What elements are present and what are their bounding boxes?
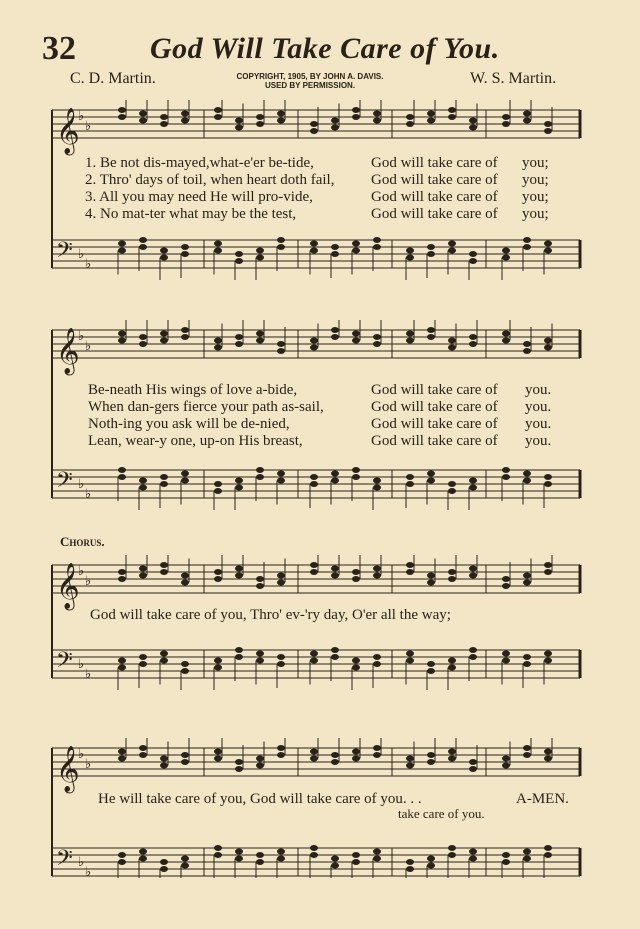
lyric-c: you; (522, 155, 549, 171)
author-credit: C. D. Martin. (70, 70, 156, 87)
svg-text:♭: ♭ (85, 257, 92, 272)
permission-line: USED BY PERMISSION. (264, 81, 356, 90)
lyric-a: 4. No mat-ter what may be the test, (85, 206, 297, 222)
lyric-b: God will take care of (371, 172, 498, 188)
lyric-b: God will take care of (371, 155, 498, 171)
lyric-c: you; (522, 189, 549, 205)
chorus-label: Chorus. (60, 534, 105, 549)
alternate-lyric: take care of you. (398, 806, 485, 821)
lyric-c: you; (522, 172, 549, 188)
svg-text:♭: ♭ (78, 657, 85, 672)
svg-text:♭: ♭ (85, 487, 92, 502)
svg-text:𝄞: 𝄞 (56, 746, 80, 792)
svg-text:♭: ♭ (85, 757, 92, 772)
svg-text:𝄞: 𝄞 (56, 328, 80, 374)
lyric-a: Lean, wear-y one, up-on His breast, (88, 433, 303, 449)
svg-text:♭: ♭ (85, 574, 92, 589)
svg-text:♭: ♭ (78, 564, 85, 579)
lyric-b: God will take care of (371, 189, 498, 205)
svg-text:♭: ♭ (78, 329, 85, 344)
svg-text:♭: ♭ (78, 477, 85, 492)
staff-notation (50, 738, 582, 878)
copyright-notice (210, 72, 410, 90)
lyric-a: Be-neath His wings of love a-bide, (88, 382, 298, 398)
lyric-a: 3. All you may need He will pro-vide, (85, 189, 313, 205)
svg-text:𝄢: 𝄢 (56, 238, 73, 268)
lyric-a: 2. Thro' days of toil, when heart doth fail, (85, 172, 335, 188)
lyric-c: you. (525, 399, 552, 415)
hymn-title: God Will Take Care of You. (150, 32, 500, 65)
copyright-line: COPYRIGHT, 1905, BY JOHN A. DAVIS. (236, 72, 384, 81)
hymn-number: 32 (42, 30, 76, 67)
music-system-4 (50, 738, 582, 878)
svg-text:♭: ♭ (85, 865, 92, 878)
amen-text: A-MEN. (516, 791, 569, 807)
lyric-a: Noth-ing you ask will be de-nied, (88, 416, 290, 432)
svg-text:𝄢: 𝄢 (56, 468, 73, 498)
svg-text:♭: ♭ (85, 119, 92, 134)
svg-text:♭: ♭ (85, 339, 92, 354)
chorus-text: He will take care of you, God will take care of you. . . (98, 791, 422, 807)
svg-text:♭: ♭ (78, 855, 85, 870)
lyric-b: God will take care of (371, 382, 498, 398)
lyric-b: God will take care of (371, 433, 498, 449)
svg-text:♭: ♭ (85, 667, 92, 682)
lyric-a: When dan-gers fierce your path as-sail, (88, 399, 324, 415)
composer-credit: W. S. Martin. (470, 70, 557, 87)
svg-text:♭: ♭ (78, 747, 85, 762)
svg-text:♭: ♭ (78, 109, 85, 124)
svg-text:𝄞: 𝄞 (56, 108, 80, 154)
chorus-line-1: God will take care of you, Thro' ev-'ry day, O'er all the way; (90, 607, 451, 623)
lyric-c: you. (525, 433, 552, 449)
svg-text:𝄢: 𝄢 (56, 846, 73, 876)
svg-text:♭: ♭ (78, 247, 85, 262)
lyric-a: 1. Be not dis-mayed,what-e'er be-tide, (85, 155, 314, 171)
svg-text:𝄞: 𝄞 (56, 563, 80, 609)
lyric-b: God will take care of (371, 399, 498, 415)
lyric-b: God will take care of (371, 206, 498, 222)
lyric-b: God will take care of (371, 416, 498, 432)
lyric-c: you. (525, 416, 552, 432)
lyric-c: you; (522, 206, 549, 222)
lyric-c: you. (525, 382, 552, 398)
svg-text:𝄢: 𝄢 (56, 648, 73, 678)
